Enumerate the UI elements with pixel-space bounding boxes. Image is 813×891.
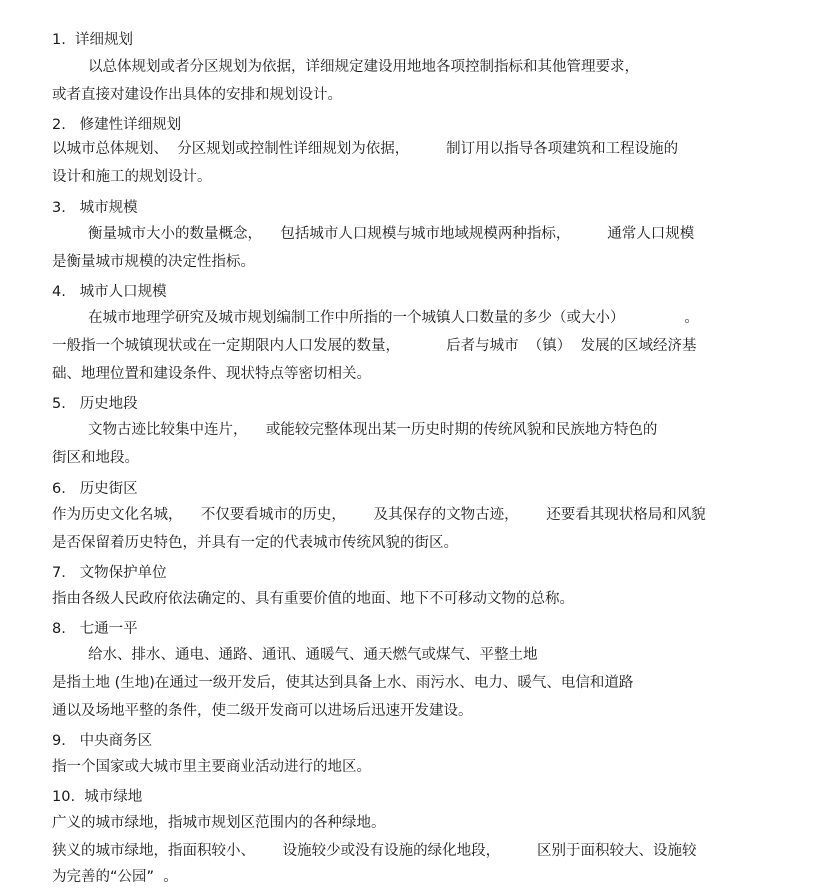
heading-4: 4. 城市人口规模 <box>52 284 167 300</box>
paragraph-line: 指由各级人民政府依法确定的、具有重要价值的地面、地下不可移动文物的总称。 <box>52 591 574 607</box>
paragraph-line: 或者直接对建设作出具体的安排和规划设计。 <box>52 87 342 103</box>
paragraph-line: 一般指一个城镇现状或在一定期限内人口发展的数量， 后者与城市 （镇） 发展的区域经济基 <box>52 338 697 354</box>
paragraph-line: 是衡量城市规模的决定性指标。 <box>52 254 255 270</box>
paragraph-line: 文物古迹比较集中连片， 或能较完整体现出某一历史时期的传统风貌和民族地方特色的 <box>88 422 658 438</box>
paragraph-line: 为完善的“公园” 。 <box>52 869 178 885</box>
heading-7: 7. 文物保护单位 <box>52 565 167 581</box>
heading-3: 3. 城市规模 <box>52 200 138 216</box>
paragraph-line: 衡量城市大小的数量概念， 包括城市人口规模与城市地域规模两种指标， 通常人口规模 <box>88 226 695 242</box>
paragraph-line: 础、地理位置和建设条件、现状特点等密切相关。 <box>52 366 371 382</box>
paragraph-line: 作为历史文化名城， 不仅要看城市的历史， 及其保存的文物古迹， 还要看其现状格局和风貌 <box>52 507 706 523</box>
paragraph-line: 指一个国家或大城市里主要商业活动进行的地区。 <box>52 759 371 775</box>
heading-2: 2. 修建性详细规划 <box>52 117 182 133</box>
paragraph-line: 给水、排水、通电、通路、通讯、通暖气、通天燃气或煤气、平整土地 <box>88 647 538 663</box>
paragraph-line: 狭义的城市绿地，指面积较小、 设施较少或没有设施的绿化地段， 区别于面积较大、设施较 <box>52 843 697 859</box>
paragraph-line: 是否保留着历史特色，并具有一定的代表城市传统风貌的街区。 <box>52 535 458 551</box>
heading-8: 8. 七通一平 <box>52 621 138 637</box>
paragraph-line: 以城市总体规划、 分区规划或控制性详细规划为依据， 制订用以指导各项建筑和工程设施的 <box>52 141 679 157</box>
paragraph-line: 广义的城市绿地，指城市规划区范围内的各种绿地。 <box>52 815 386 831</box>
heading-1: 1. 详细规划 <box>52 32 134 48</box>
heading-10: 10. 城市绿地 <box>52 789 143 805</box>
heading-6: 6. 历史街区 <box>52 481 138 497</box>
paragraph-line: 以总体规划或者分区规划为依据，详细规定建设用地地各项控制指标和其他管理要求， <box>88 59 639 75</box>
heading-5: 5. 历史地段 <box>52 396 138 412</box>
paragraph-line: 是指土地 (生地)在通过一级开发后，使其达到具备上水、雨污水、电力、暖气、电信和道路 <box>52 675 634 691</box>
paragraph-line: 设计和施工的规划设计。 <box>52 169 212 185</box>
paragraph-line: 通以及场地平整的条件，使二级开发商可以进场后迅速开发建设。 <box>52 703 473 719</box>
heading-9: 9. 中央商务区 <box>52 733 153 749</box>
paragraph-line: 在城市地理学研究及城市规划编制工作中所指的一个城镇人口数量的多少（或大小） 。 <box>88 310 699 326</box>
paragraph-line: 街区和地段。 <box>52 450 139 466</box>
